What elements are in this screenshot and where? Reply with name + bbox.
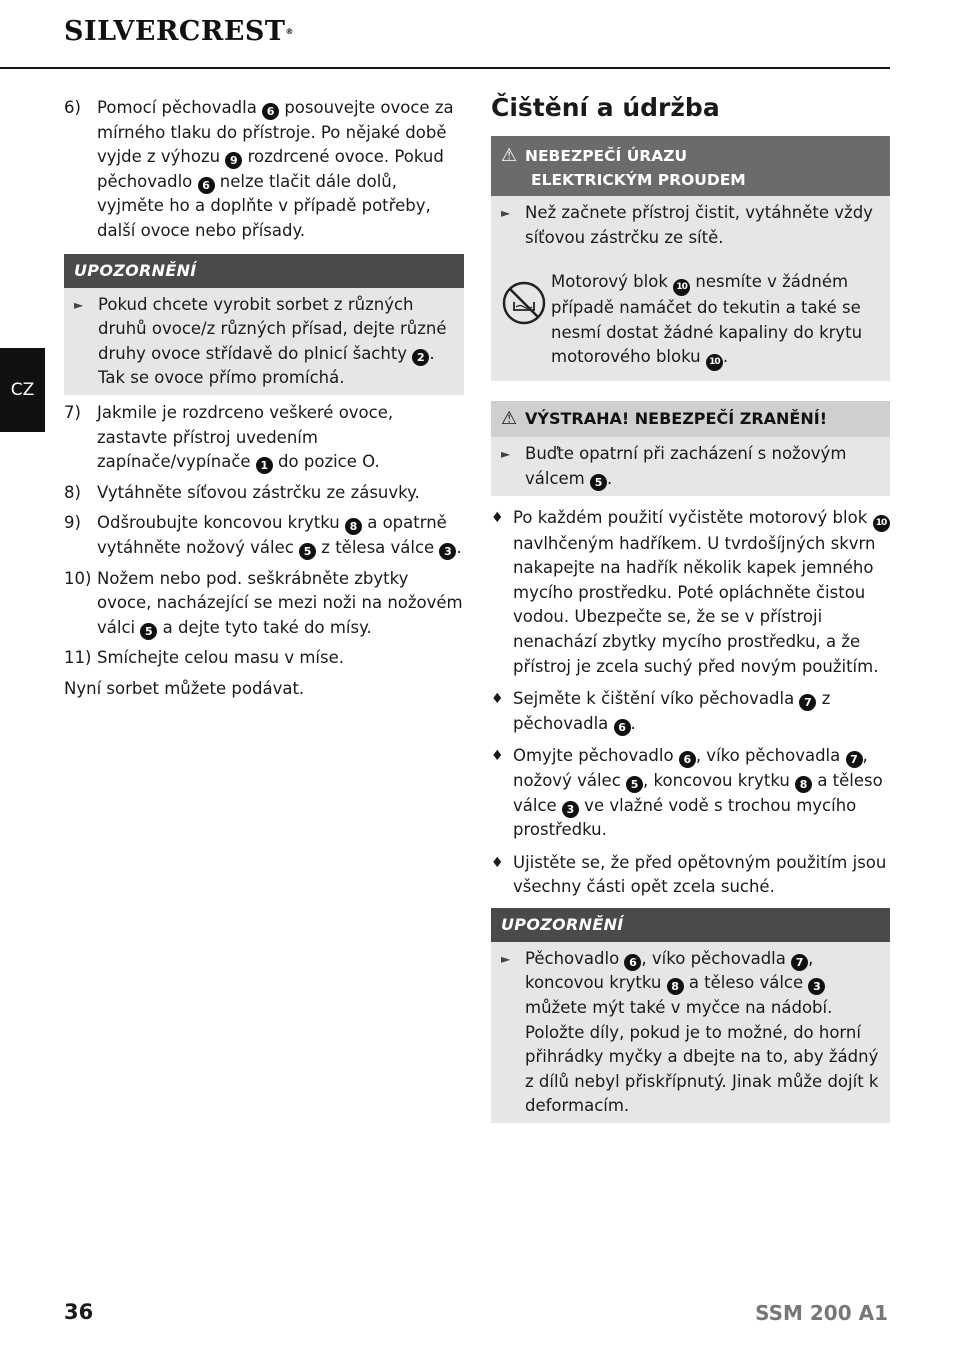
- step-8: 8) Vytáhněte síťovou zástrčku ze zásuvky.: [64, 482, 420, 502]
- ref-number: 5: [626, 776, 643, 793]
- ref-number: 7: [799, 694, 816, 711]
- bullet-item: ♦ Omyjte pěchovadlo 6 , víko pěchovadla 7 , nožový válec 5 , koncovou krytku 8 a těleso válce 3 ve vlažné vodě s trochou mycího prostředku.: [491, 744, 890, 842]
- ref-number: 9: [225, 152, 242, 169]
- danger-box: ⚠ NEBEZPEČÍ ÚRAZU ELEKTRICKÝM PROUDEM ► Než začnete přístroj čistit, vytáhněte vždy síťovou zástrčku ze sítě. Motorový blok 10 nesmíte v žádném případě namáčet do tekutin a také se nesmí dostat žádné kapaliny do krytu motorového bloku 10 .: [491, 136, 890, 381]
- step-7: 7) Jakmile je rozdrceno veškeré ovoce, zastavte přístroj uvedením zapínače/vypínače 1 do pozice O.: [64, 402, 394, 473]
- ref-number: 6: [262, 103, 279, 120]
- step-6: 6) Pomocí pěchovadla 6 posouvejte ovoce za mírného tlaku do přístroje. Po nějaké době vyjde z výhozu 9 rozdrcené ovoce. Pokud pěchovadlo 6 nelze tlačit dále dolů, vyjměte ho a doplňte v případě potřeby, další ovoce nebo přísady.: [64, 98, 454, 240]
- ref-number: 3: [439, 543, 456, 560]
- notice-box: [64, 254, 464, 395]
- final-text: Nyní sorbet můžete podávat.: [64, 678, 305, 698]
- bullet-item: ♦ Ujistěte se, že před opětovným použitím jsou všechny části opět zcela suché.: [491, 851, 890, 900]
- diamond-bullet-icon: ♦: [491, 748, 504, 765]
- bullet-item: ♦ Po každém použití vyčistěte motorový blok 10 navlhčeným hadříkem. U tvrdošíjných skvrn nakapejte na hadřík několik kapek jemného mycího prostředku. Poté opláchněte čistou vodou. Ubezpečte se, že se v přístroji nenachází zbytky mycího prostředku, a že přístroj je zcela suchý před novým použitím.: [491, 506, 890, 680]
- no-immerse-note: Motorový blok 10 nesmíte v žádném případě namáčet do tekutin a také se nesmí dostat žádné kapaliny do krytu motorového bloku 10 .: [501, 270, 880, 371]
- no-immerse-icon: [501, 270, 551, 371]
- diamond-bullet-icon: ♦: [491, 854, 504, 871]
- ref-number: 10: [673, 279, 690, 296]
- diamond-bullet-icon: ♦: [491, 691, 504, 708]
- ref-number: 6: [679, 751, 696, 768]
- ref-number: 5: [299, 543, 316, 560]
- language-tab: CZ: [0, 348, 45, 432]
- bullet-item: ♦ Sejměte k čištění víko pěchovadla 7 z pěchovadla 6 .: [491, 687, 890, 736]
- ref-number: 8: [345, 518, 362, 535]
- ref-number: 5: [590, 474, 607, 491]
- ref-number: 1: [256, 457, 273, 474]
- warning-box: ⚠ VÝSTRAHA! NEBEZPEČÍ ZRANĚNÍ! ► Buďte opatrní při zacházení s nožovým válcem 5 .: [491, 401, 890, 495]
- notice-title: UPOZORNĚNÍ: [64, 254, 464, 288]
- ref-number: 10: [873, 515, 890, 532]
- ref-number: 3: [562, 801, 579, 818]
- warning-item: ► Buďte opatrní při zacházení s nožovým válcem 5 .: [501, 442, 880, 491]
- warning-triangle-icon: ⚠: [501, 408, 518, 430]
- arrow-bullet-icon: ►: [501, 951, 511, 966]
- brand-logo: SILVERCREST®: [64, 16, 294, 47]
- section-title: Čištění a údržba: [491, 93, 720, 122]
- page-number: 36: [64, 1300, 94, 1324]
- ref-number: 6: [614, 719, 631, 736]
- notice-item: ► Pěchovadlo 6 , víko pěchovadla 7 , koncovou krytku 8 a těleso válce 3 můžete mýt také v myčce na nádobí. Položte díly, pokud je to možné, do horní přihrádky myčky a dbejte na to, aby žádný z dílů nebyl přiskřípnutý. Jinak může dojít k deformacím.: [501, 947, 880, 1119]
- ref-number: 2: [412, 349, 429, 366]
- warning-triangle-icon: ⚠: [501, 145, 518, 166]
- ref-number: 5: [140, 623, 157, 640]
- step-11: 11) Smíchejte celou masu v míse.: [64, 648, 345, 668]
- left-column: [64, 96, 464, 701]
- header-rule: [0, 67, 890, 69]
- ref-number: 10: [706, 354, 723, 371]
- ref-number: 3: [808, 978, 825, 995]
- ref-number: 8: [795, 776, 812, 793]
- ref-number: 8: [667, 978, 684, 995]
- ref-number: 7: [791, 954, 808, 971]
- diamond-bullet-icon: ♦: [491, 509, 504, 526]
- model-number: SSM 200 A1: [755, 1301, 888, 1325]
- ref-number: 6: [198, 177, 215, 194]
- right-column: [491, 86, 890, 1123]
- notice-title: UPOZORNĚNÍ: [491, 908, 890, 942]
- ref-number: 7: [846, 751, 863, 768]
- cleaning-steps: [491, 506, 890, 900]
- notice-item: ► Pokud chcete vyrobit sorbet z různých druhů ovoce/z různých přísad, dejte různé druhy ovoce střídavě do plnicí šachty 2 . Tak se ovoce přímo promíchá.: [74, 293, 454, 391]
- ref-number: 6: [624, 954, 641, 971]
- notice-box-2: [491, 908, 890, 1123]
- arrow-bullet-icon: ►: [74, 297, 84, 312]
- step-10: 10) Nožem nebo pod. seškrábněte zbytky ovoce, nacházející se mezi noži na nožovém válci 5 a dejte tyto také do mísy.: [64, 568, 463, 638]
- arrow-bullet-icon: ►: [501, 206, 511, 220]
- arrow-bullet-icon: ►: [501, 447, 511, 462]
- danger-item: ► Než začnete přístroj čistit, vytáhněte vždy síťovou zástrčku ze sítě.: [501, 201, 880, 250]
- step-9: 9) Odšroubujte koncovou krytku 8 a opatrně vytáhněte nožový válec 5 z tělesa válce 3 .: [64, 513, 462, 558]
